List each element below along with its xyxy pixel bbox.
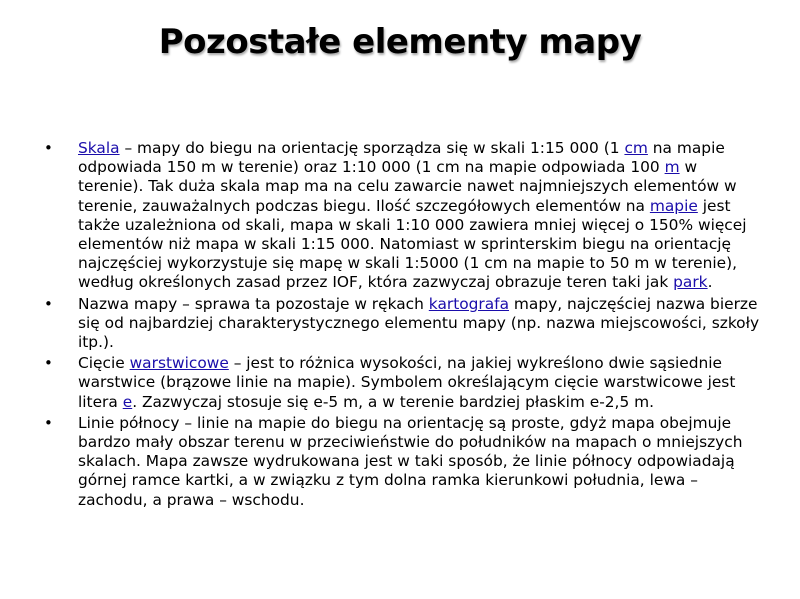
link-m[interactable]: m (664, 158, 680, 177)
bullet-item (40, 139, 760, 293)
bullet-text: jest także uzależniona od skali, mapa w skali 1:10 000 zawiera mniej więcej o 150% więcej elementów niż mapa w skali 1:15 000. Natomiast w sprinterskim biegu na orientację najczęściej wykorzystuje się mapę w skali 1:5000 (1 cm na mapie to 50 m w terenie), według określonych zasad przez IOF, która zazwyczaj obrazuje teren taki jak (78, 196, 747, 292)
bullet-dot-icon: • (44, 139, 53, 157)
bullet-item (40, 354, 760, 412)
bullet-dot-icon: • (44, 354, 53, 373)
bullet-text: Linie północy – linie na mapie do biegu na orientację są proste, gdyż mapa obejmuje bardzo mały obszar terenu w przeciwieństwie do południków na mapach o mniejszych skalach. Mapa zawsze wydrukowana jest w taki sposób, że linie północy odpowiadają górnej ramce kartki, a w związku z tym dolna ramka kierunkowi południa, lewa – zachodu, a prawa – wschodu. (78, 413, 743, 509)
bullet-dot-icon: • (44, 413, 53, 432)
bullet-text: . (707, 273, 713, 292)
bullet-list (40, 139, 760, 512)
bullet-item (40, 295, 760, 353)
link-mapie[interactable]: mapie (649, 196, 698, 215)
link-cm[interactable]: cm (624, 139, 648, 157)
bullet-text: Cięcie (78, 354, 130, 373)
bullet-text: na mapie odpowiada 150 m w terenie) oraz 1:10 000 (1 cm na mapie odpowiada 100 (78, 139, 725, 177)
bullet-text: Nazwa mapy – sprawa ta pozostaje w rękach (78, 294, 429, 313)
link-warstwicowe[interactable]: warstwicowe (129, 354, 229, 373)
bullet-text: . Zazwyczaj stosuje się e-5 m, a w terenie bardziej płaskim e-2,5 m. (132, 392, 655, 411)
slide-title: Pozostałe elementy mapy (158, 22, 642, 62)
bullet-text: – mapy do biegu na orientację sporządza się w skali 1:15 000 (1 (119, 139, 625, 157)
link-kartografa[interactable]: kartografa (428, 294, 510, 313)
bullet-text: – jest to różnica wysokości, na jakiej wykreślono dwie sąsiednie warstwice (brązowe linie na mapie). Symbolem określającym cięcie warstwicowe jest litera (78, 354, 736, 411)
bullet-item (40, 414, 760, 510)
link-e[interactable]: e (122, 392, 133, 411)
link-park[interactable]: park (673, 273, 708, 292)
bullet-dot-icon: • (44, 294, 53, 313)
bullet-text: w terenie). Tak duża skala map ma na celu zawarcie nawet najmniejszych elementów w terenie, zauważalnych podczas biegu. Ilość szczegółowych elementów na (78, 158, 737, 215)
link-skala[interactable]: Skala (78, 139, 120, 157)
bullet-text: mapy, najczęściej nazwa bierze się od najbardziej charakterystycznego elementu mapy (np. nazwa miejscowości, szkoły itp.). (78, 294, 760, 352)
